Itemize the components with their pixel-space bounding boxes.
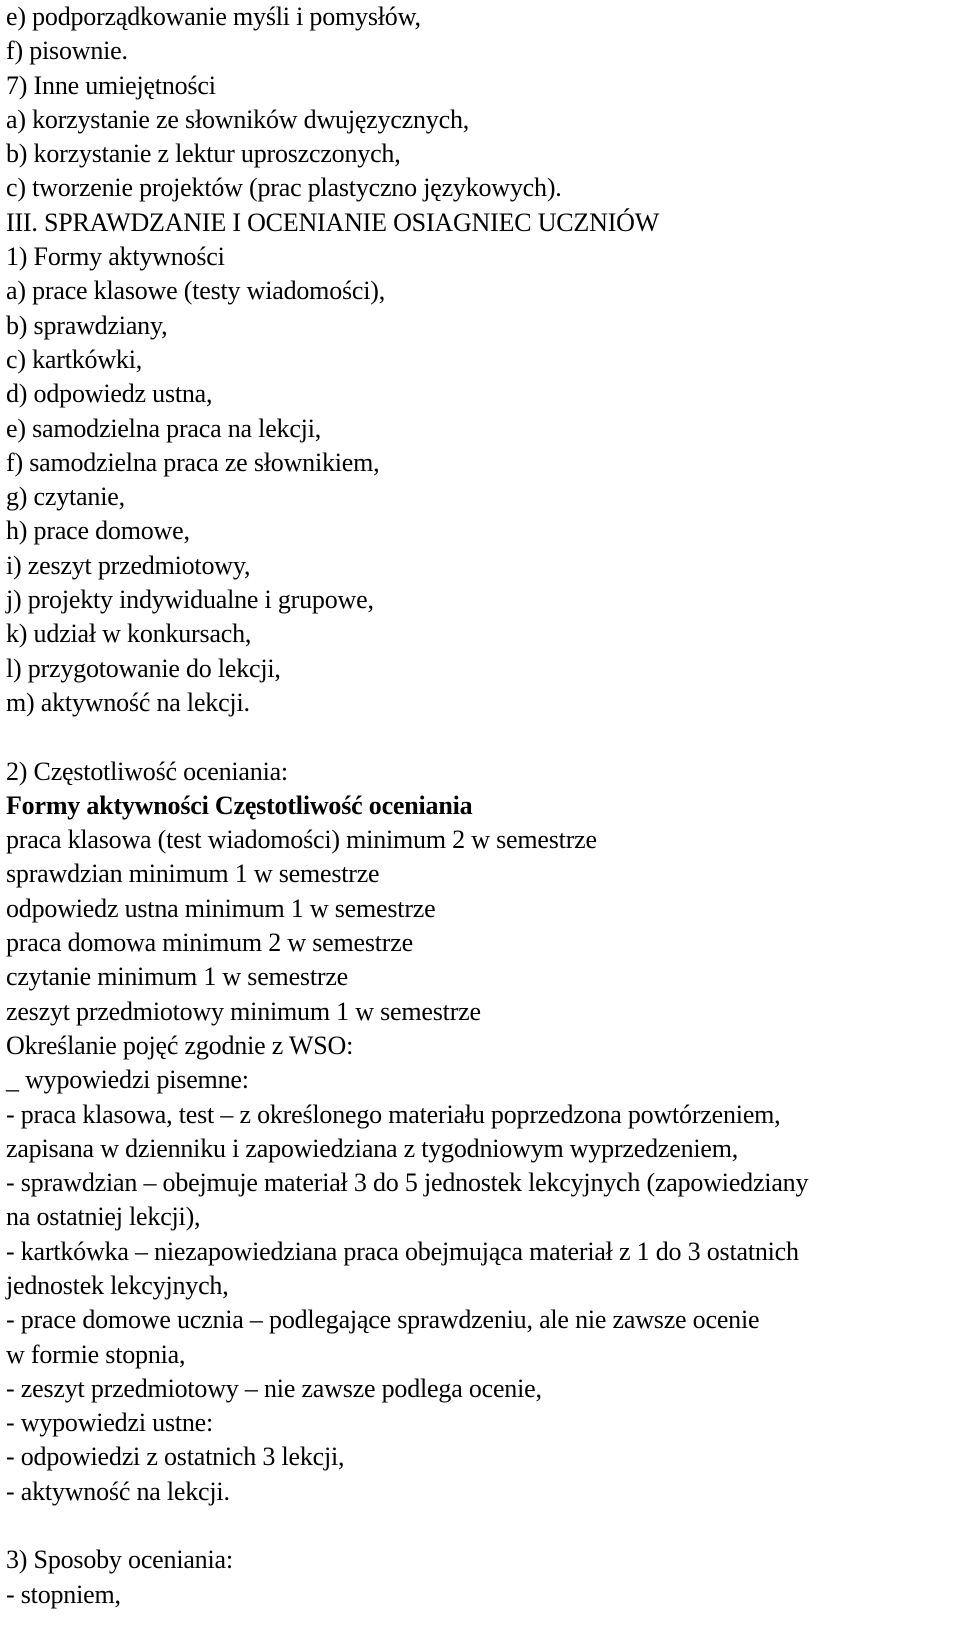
- text-line: na ostatniej lekcji),: [6, 1202, 201, 1232]
- text-line: i) zeszyt przedmiotowy,: [6, 550, 251, 580]
- text-line: praca klasowa (test wiadomości) minimum 2 w semestrze: [6, 825, 597, 855]
- text-line: _ wypowiedzi pisemne:: [6, 1065, 249, 1095]
- text-line: b) korzystanie z lektur uproszczonych,: [6, 139, 401, 169]
- text-line: - wypowiedzi ustne:: [6, 1408, 214, 1438]
- text-line: w formie stopnia,: [6, 1339, 186, 1369]
- text-line: sprawdzian minimum 1 w semestrze: [6, 859, 380, 889]
- text-line: f) samodzielna praca ze słownikiem,: [6, 447, 380, 477]
- text-line: zeszyt przedmiotowy minimum 1 w semestrze: [6, 996, 481, 1026]
- text-line: - odpowiedzi z ostatnich 3 lekcji,: [6, 1442, 345, 1472]
- text-line: - zeszyt przedmiotowy – nie zawsze podlega ocenie,: [6, 1373, 542, 1403]
- text-line: - prace domowe ucznia – podlegające sprawdzeniu, ale nie zawsze ocenie: [6, 1305, 760, 1335]
- text-line: 3) Sposoby oceniania:: [6, 1545, 233, 1575]
- text-block-skills: [6, 0, 956, 206]
- text-line: Określanie pojęć zgodnie z WSO:: [6, 1030, 354, 1060]
- text-line: - sprawdzian – obejmuje materiał 3 do 5 jednostek lekcyjnych (zapowiedziany: [6, 1168, 809, 1198]
- text-line: praca domowa minimum 2 w semestrze: [6, 928, 413, 958]
- text-line: k) udział w konkursach,: [6, 619, 252, 649]
- text-line: - stopniem,: [6, 1579, 121, 1609]
- text-line: a) korzystanie ze słowników dwujęzycznych,: [6, 104, 470, 134]
- text-line: j) projekty indywidualne i grupowe,: [6, 585, 374, 615]
- text-line: jednostek lekcyjnych,: [6, 1270, 229, 1300]
- text-line: d) odpowiedz ustna,: [6, 379, 213, 409]
- paragraph-spacer: [6, 720, 956, 754]
- text-line: f) pisownie.: [6, 36, 128, 66]
- text-line: m) aktywność na lekcji.: [6, 687, 250, 717]
- text-line: b) sprawdziany,: [6, 310, 168, 340]
- text-line: h) prace domowe,: [6, 516, 190, 546]
- frequency-title: 2) Częstotliwość oceniania:: [6, 756, 288, 786]
- text-line: g) czytanie,: [6, 482, 125, 512]
- frequency-table-header: Formy aktywności Częstotliwość oceniania: [6, 790, 473, 820]
- text-line: czytanie minimum 1 w semestrze: [6, 962, 349, 992]
- text-line: - aktywność na lekcji.: [6, 1476, 230, 1506]
- text-line: c) kartkówki,: [6, 344, 143, 374]
- text-line: e) samodzielna praca na lekcji,: [6, 413, 322, 443]
- text-line: l) przygotowanie do lekcji,: [6, 653, 281, 683]
- text-block-grading-methods: [6, 1543, 956, 1612]
- text-line: 1) Formy aktywności: [6, 242, 225, 272]
- text-line: 7) Inne umiejętności: [6, 70, 216, 100]
- text-line: c) tworzenie projektów (prac plastyczno językowych).: [6, 173, 562, 203]
- text-line: a) prace klasowe (testy wiadomości),: [6, 276, 386, 306]
- text-line: zapisana w dzienniku i zapowiedziana z tygodniowym wyprzedzeniem,: [6, 1133, 739, 1163]
- text-block-frequency-and-definitions: [6, 823, 956, 1509]
- text-line: odpowiedz ustna minimum 1 w semestrze: [6, 893, 436, 923]
- text-line: - kartkówka – niezapowiedziana praca obejmująca materiał z 1 do 3 ostatnich: [6, 1236, 799, 1266]
- text-block-activity-forms: [6, 240, 956, 720]
- text-line: - praca klasowa, test – z określonego materiału poprzedzona powtórzeniem,: [6, 1099, 781, 1129]
- section-heading: III. SPRAWDZANIE I OCENIANIE OSIAGNIEC UCZNIÓW: [6, 207, 660, 237]
- paragraph-spacer: [6, 1509, 956, 1543]
- document-page: [6, 0, 956, 1612]
- text-line: e) podporządkowanie myśli i pomysłów,: [6, 2, 421, 31]
